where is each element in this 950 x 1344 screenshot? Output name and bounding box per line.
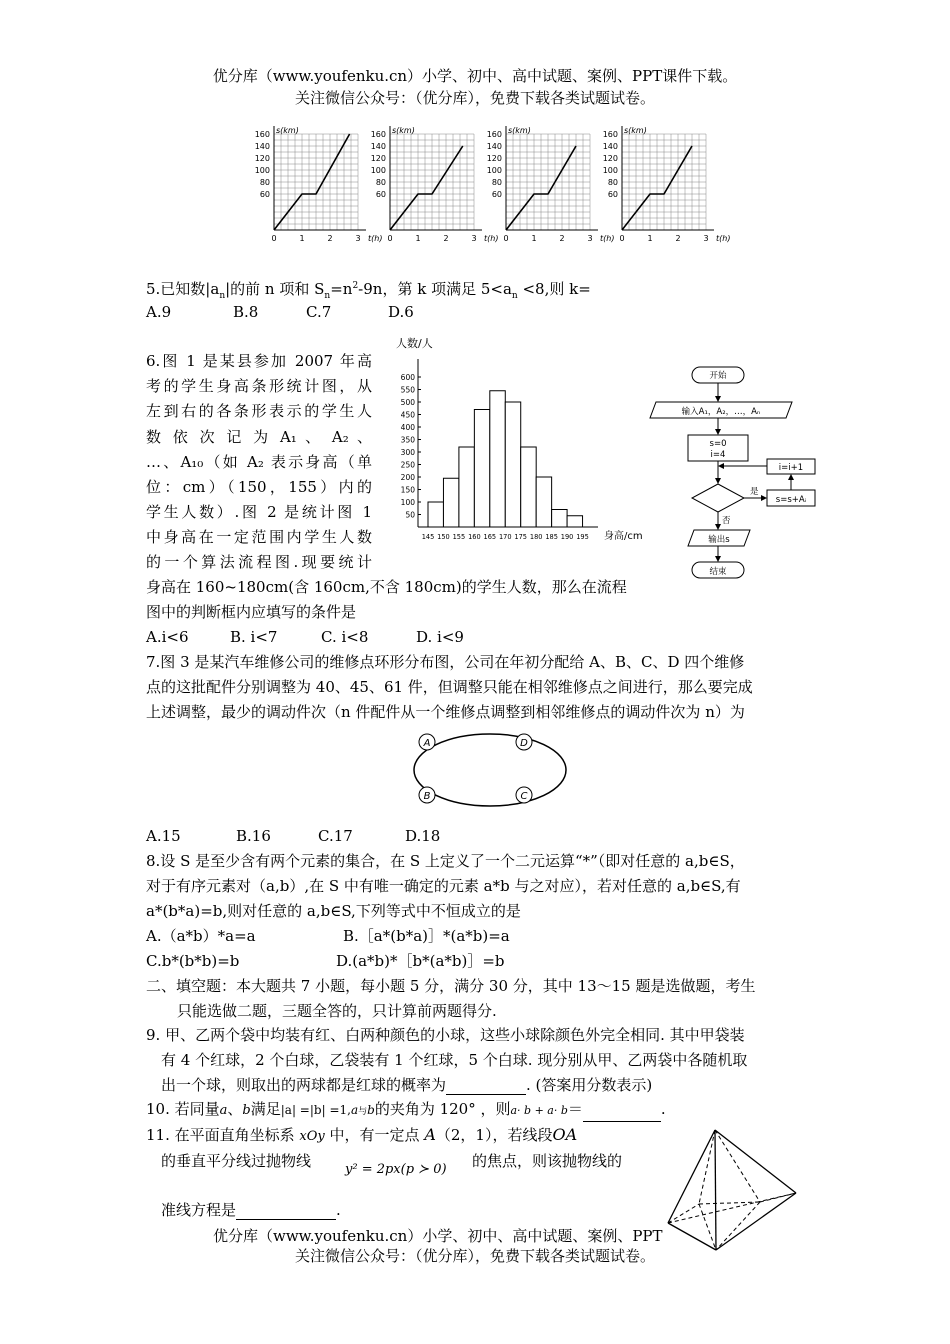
y-tick-label: 400	[400, 423, 415, 432]
x-tick-label: 2	[675, 234, 681, 243]
histogram-bar	[490, 391, 505, 527]
histogram-bar	[443, 478, 458, 527]
flow-yes-label: 是	[750, 487, 759, 497]
y-tick-label: 120	[486, 154, 502, 163]
y-tick-label: 60	[491, 190, 502, 199]
question-6-line: 身高在 160~180cm(含 160cm,不含 180cm)的学生人数，那么在流程	[146, 578, 627, 596]
y-tick-label: 160	[370, 130, 386, 139]
x-tick-label: 2	[559, 234, 565, 243]
y-tick-label: 100	[254, 166, 270, 175]
question-6-line: 6.图 1 是某县参加 2007 年高	[146, 352, 372, 370]
y-tick-label: 80	[375, 178, 386, 187]
x-tick-label: 3	[587, 234, 593, 243]
x-tick-label: 165	[483, 533, 497, 541]
y-tick-label: 140	[602, 142, 618, 151]
algorithm-flowchart	[650, 362, 820, 587]
y-axis-label: s(km)	[276, 126, 299, 135]
question-8-option-b: B.［a*(b*a)］*(a*b)=a	[343, 927, 510, 945]
height-histogram	[378, 335, 643, 550]
footer-line-2: 关注微信公众号：（优分库），免费下载各类试题试卷。	[294, 1247, 655, 1265]
y-tick-label: 80	[259, 178, 270, 187]
histogram-bar	[459, 447, 474, 527]
question-11-line: 的垂直平分线过抛物线	[161, 1152, 312, 1170]
histogram-bar	[505, 402, 520, 527]
question-6-option-d: D. i<9	[416, 628, 464, 646]
x-tick-label: 190	[560, 533, 574, 541]
y-tick-label: 100	[370, 166, 386, 175]
y-tick-label: 300	[400, 448, 415, 457]
flow-start-label: 开始	[709, 371, 727, 381]
histogram-bar	[521, 447, 536, 527]
flow-no-label: 否	[722, 516, 731, 526]
header-line-2: 关注微信公众号：（优分库），免费下载各类试题试卷。	[294, 89, 655, 107]
flow-end-label: 结束	[709, 567, 727, 577]
x-tick-label: 3	[703, 234, 709, 243]
question-6-line: 的一个算法流程图.现要统计	[146, 553, 372, 571]
x-tick-label: 175	[514, 533, 528, 541]
graph-panel	[487, 126, 615, 243]
y-axis-label: s(km)	[392, 126, 415, 135]
x-tick-label: 195	[576, 533, 589, 541]
y-tick-label: 250	[400, 460, 415, 470]
question-11-line: 11. 在平面直角坐标系 xOy 中，有一定点 A（2，1），若线段OA	[146, 1125, 578, 1144]
question-7-option-b: B.16	[236, 827, 271, 845]
flow-init-label-1: s=0	[709, 439, 727, 449]
answer-blank-11[interactable]	[236, 1203, 336, 1220]
question-9-line: 有 4 个红球，2 个白球，乙袋装有 1 个红球，5 个白球. 现分别从甲、乙两袋中各随机取	[161, 1051, 748, 1069]
question-7-line: 7.图 3 是某汽车维修公司的维修点环形分布图，公司在年初分配给 A、B、C、D 四个维修	[146, 653, 745, 671]
x-tick-label: 0	[503, 234, 509, 243]
question-8-option-d: D.(a*b)*［b*(a*b)］=b	[336, 952, 505, 970]
y-tick-label: 120	[602, 154, 618, 163]
node-c-label: C	[520, 791, 528, 802]
graph-panel	[603, 126, 731, 243]
question-5-option-a: A.9	[146, 303, 172, 321]
y-tick-label: 60	[375, 190, 386, 199]
y-tick-label: 60	[259, 190, 270, 199]
y-tick-label: 140	[370, 142, 386, 151]
x-tick-label: 3	[471, 234, 477, 243]
y-axis-label: s(km)	[624, 126, 647, 135]
x-tick-label: 160	[468, 533, 481, 541]
flow-update-i-label: i=i+1	[778, 463, 804, 473]
x-axis-label: t(h)	[368, 234, 383, 243]
y-axis-label: s(km)	[508, 126, 531, 135]
node-b-label: B	[423, 791, 431, 802]
y-tick-label: 80	[607, 178, 618, 187]
y-tick-label: 120	[370, 154, 386, 163]
question-5-text: 5.已知数$|a_n|$的前 n 项和 $S_n=n^2-9n$，第 k 项满足 $5<a_n <8$,则 k=	[146, 280, 591, 301]
question-9-line: 9. 甲、乙两个袋中均装有红、白两种颜色的小球，这些小球除颜色外完全相同. 其中甲袋装	[146, 1026, 745, 1044]
question-10-text: 10. 若同量a、b满足|a| =|b| =1,a与b的夹角为 120° ，则a· b + a· b＝ .	[146, 1099, 666, 1122]
x-tick-label: 0	[387, 234, 393, 243]
question-6-line: 左到右的各条形表示的学生人	[146, 402, 372, 420]
histogram-bar	[567, 516, 582, 527]
pyramid-figure	[662, 1128, 812, 1253]
question-7-line: 点的这批配件分别调整为 40、45、61 件，但调整只能在相邻维修点之间进行，那么要完成	[146, 678, 753, 696]
x-axis-label: t(h)	[600, 234, 615, 243]
y-tick-label: 150	[400, 485, 415, 495]
y-tick-label: 160	[486, 130, 502, 139]
y-tick-label: 550	[400, 385, 415, 395]
y-tick-label: 200	[400, 473, 415, 482]
flow-update-s-label: s=s+Aᵢ	[775, 495, 807, 505]
question-8-option-c: C.b*(b*b)=b	[146, 952, 240, 970]
y-tick-label: 500	[400, 398, 415, 407]
x-tick-label: 2	[443, 234, 449, 243]
x-tick-label: 3	[355, 234, 361, 243]
question-6-option-a: A.i<6	[146, 628, 189, 646]
x-tick-label: 0	[619, 234, 625, 243]
header-line-1: 优分库（www.youfenku.cn）小学、初中、高中试题、案例、PPT课件下载。	[212, 67, 738, 85]
y-tick-label: 140	[486, 142, 502, 151]
question-6-line: 学生人数）.图 2 是统计图 1	[146, 503, 372, 521]
x-tick-label: 2	[327, 234, 333, 243]
x-tick-label: 1	[299, 234, 305, 243]
question-6-option-b: B. i<7	[230, 628, 278, 646]
flow-init-label-2: i=4	[710, 450, 726, 460]
answer-blank-10[interactable]	[583, 1105, 661, 1122]
y-tick-label: 160	[254, 130, 270, 139]
question-6-line: 中身高在一定范围内学生人数	[146, 528, 372, 546]
parabola-equation: y² = 2px(p ≻ 0)	[345, 1162, 447, 1177]
question-8-option-a: A.（a*b）*a=a	[146, 927, 256, 945]
x-tick-label: 185	[545, 533, 558, 541]
x-tick-label: 1	[647, 234, 653, 243]
question-7-line: 上述调整，最少的调动件次（n 件配件从一个维修点调整到相邻维修点的调动件次为 n）为	[146, 703, 745, 721]
question-7-option-c: C.17	[318, 827, 353, 845]
x-tick-label: 155	[452, 533, 466, 541]
question-6-option-c: C. i<8	[321, 628, 369, 646]
x-axis-label: t(h)	[484, 234, 499, 243]
y-axis-label: 人数/人	[396, 337, 433, 350]
question-6-line: 数 依 次 记 为 A₁ 、 A₂ 、	[146, 428, 372, 446]
question-8-line: 8.设 S 是至少含有两个元素的集合，在 S 上定义了一个二元运算“*”（即对任意的 a,b∈S，	[146, 852, 745, 870]
graph-panel	[255, 126, 383, 243]
repair-points-ring-diagram	[410, 730, 570, 812]
y-tick-label: 600	[400, 373, 415, 382]
node-a-label: A	[423, 738, 431, 749]
y-tick-label: 450	[400, 410, 415, 420]
question-5-option-b: B.8	[233, 303, 259, 321]
section-2-note: 只能选做二题，三题全答的，只计算前两题得分.	[177, 1002, 497, 1020]
y-tick-label: 100	[486, 166, 502, 175]
question-5-option-c: C.7	[306, 303, 332, 321]
question-6-line: 位：cm）（150，155）内的	[146, 478, 372, 496]
y-tick-label: 80	[491, 178, 502, 187]
question-9-line: 出一个球，则取出的两球都是红球的概率为 . (答案用分数表示)	[161, 1076, 653, 1094]
question-11-line: 的焦点，则该抛物线的	[472, 1152, 623, 1170]
question-11-line: 准线方程是 .	[161, 1201, 341, 1219]
y-tick-label: 100	[602, 166, 618, 175]
graph-panel	[371, 126, 499, 243]
question-6-line: …、A₁₀（如 A₂ 表示身高（单	[146, 453, 372, 471]
x-tick-label: 0	[271, 234, 277, 243]
x-tick-label: 180	[529, 533, 543, 541]
y-tick-label: 160	[602, 130, 618, 139]
question-7-option-d: D.18	[405, 827, 441, 845]
answer-blank-9[interactable]	[446, 1078, 526, 1095]
histogram-bar	[552, 510, 567, 528]
question-6-line: 图中的判断框内应填写的条件是	[146, 603, 357, 621]
section-2-heading: 二、填空题：本大题共 7 小题，每小题 5 分，满分 30 分，其中 13～15 题是选做题，考生	[146, 977, 756, 995]
flow-output-label: 输出s	[708, 535, 730, 545]
node-d-label: D	[520, 738, 528, 749]
question-5-option-d: D.6	[388, 303, 414, 321]
x-tick-label: 145	[421, 533, 435, 541]
distance-time-graphs	[0, 126, 950, 246]
flow-input-label: 输入A₁，A₂，…，Aₙ	[681, 407, 761, 417]
y-tick-label: 60	[607, 190, 618, 199]
x-axis-label: t(h)	[716, 234, 731, 243]
y-tick-label: 100	[400, 498, 415, 507]
question-6-line: 考的学生身高条形统计图，从	[146, 377, 372, 395]
y-tick-label: 140	[254, 142, 270, 151]
x-tick-label: 150	[437, 533, 450, 541]
y-tick-label: 50	[405, 510, 415, 520]
y-tick-label: 350	[400, 435, 415, 445]
histogram-bar	[474, 410, 489, 528]
y-tick-label: 120	[254, 154, 270, 163]
histogram-bar	[428, 502, 443, 527]
question-7-option-a: A.15	[146, 827, 181, 845]
histogram-bar	[536, 477, 551, 527]
x-tick-label: 1	[531, 234, 537, 243]
footer-line-1: 优分库（www.youfenku.cn）小学、初中、高中试题、案例、PPT	[213, 1227, 663, 1245]
question-8-line: a*(b*a)=b,则对任意的 a,b∈S,下列等式中不恒成立的是	[146, 902, 521, 920]
flow-decision-box	[692, 484, 744, 512]
question-8-line: 对于有序元素对（a,b）,在 S 中有唯一确定的元素 a*b 与之对应），若对任意的 a,b∈S,有	[146, 877, 741, 895]
x-tick-label: 1	[415, 234, 421, 243]
x-axis-label: 身高/cm	[604, 531, 643, 542]
x-tick-label: 170	[498, 533, 512, 541]
